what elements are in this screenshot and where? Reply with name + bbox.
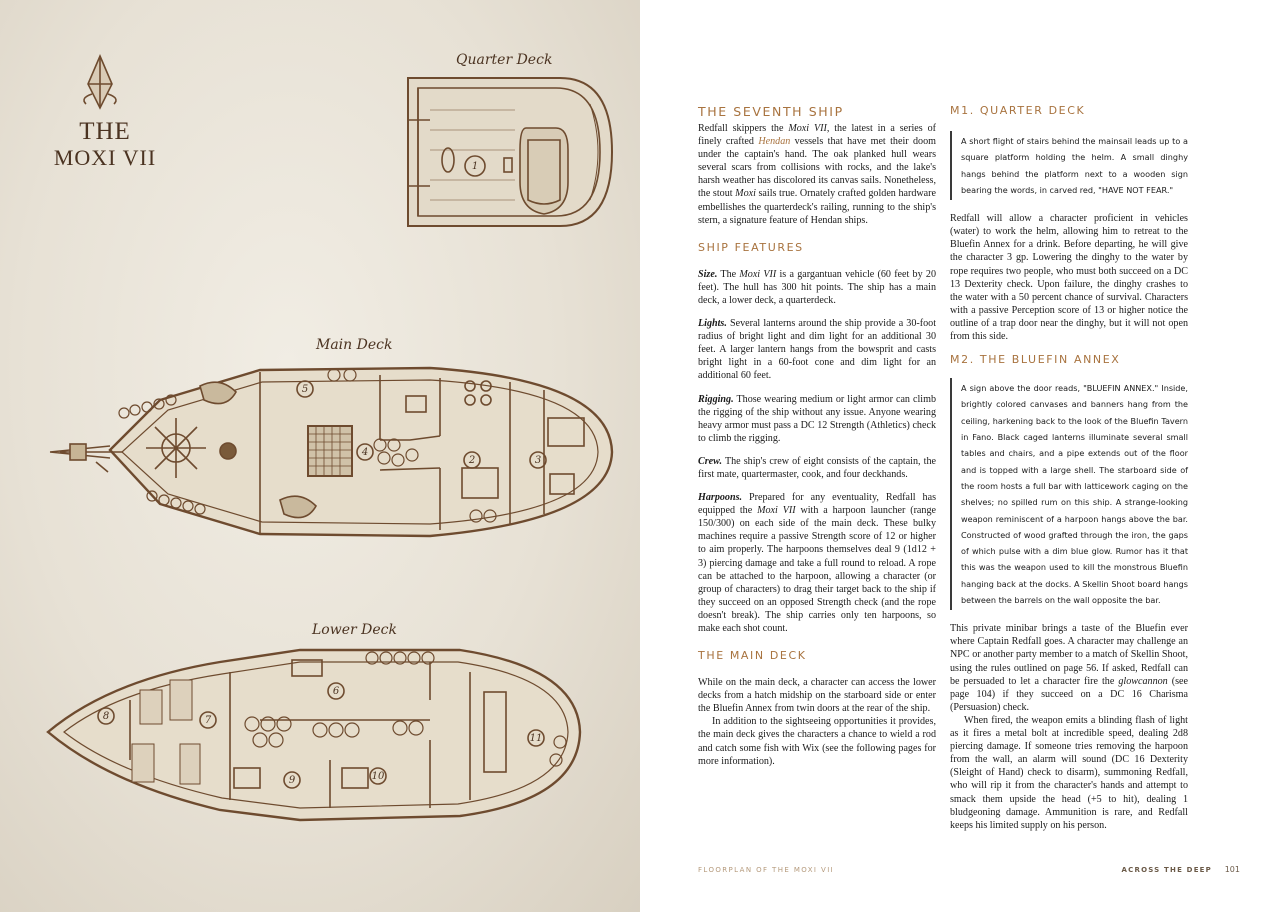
main-deck-paragraph-2: In addition to the sightseeing opportunities it provides, the main deck gives the characters a chance to wield a rod and catch some fish with Wix (see the following pages for more information). xyxy=(698,716,936,767)
crew-paragraph: Crew. The ship's crew of eight consists of the captain, the first mate, quartermaster, cook, and four deckhands. xyxy=(698,455,936,480)
lower-deck-drawing xyxy=(48,650,580,820)
compass-emblem-icon xyxy=(84,56,116,108)
room-number-7: 7 xyxy=(204,715,212,726)
room-number-10: 10 xyxy=(371,771,385,782)
section-heading-m2: M2. THE BLUEFIN ANNEX xyxy=(950,353,1121,367)
seventh-ship-paragraph: Redfall skippers the Moxi VII, the latest in a series of finely crafted Hendan vessels that have met their doom under the captain's hand. The oak planked hull wears several scars from collisions with rocks, and the lake's harsh weather has discolored its canvas sails. Nonetheless, the stout Moxi sails true. Ornately crafted golden hardware embellishes the quarterdeck's railing, running to the ship's stern, a signature feature of Hendan ships. xyxy=(698,123,936,226)
m1-boxed-text: A short flight of stairs behind the mainsail leads up to a square platform holding the helm. A small dinghy hangs behind the platform next to a wooden sign bearing the words, in carved red, "HAVE NOT FEAR." xyxy=(961,136,1188,195)
room-number-5: 5 xyxy=(301,384,309,395)
room-number-1: 1 xyxy=(471,161,479,172)
section-heading-seventh-ship: THE SEVENTH SHIP xyxy=(698,104,844,119)
quarter-deck-drawing xyxy=(408,78,612,226)
section-heading-ship-features: SHIP FEATURES xyxy=(698,240,804,254)
map-title-line2: MOXI VII xyxy=(53,145,157,170)
m1-read-aloud-box xyxy=(950,131,1188,200)
text-page xyxy=(640,0,1280,912)
lights-paragraph: Lights. Several lanterns around the ship provide a 30-foot radius of bright light and dim light for an additional 30 feet. A larger lantern hangs from the bowsprit and casts bright light in a 60-foot cone and dim light for an additional 60 feet. xyxy=(698,318,936,382)
m2-boxed-text: A sign above the door reads, "BLUEFIN ANNEX." Inside, brightly colored canvases and banners hang from the ceiling, harkening back to the look of the Bluefin Tavern in Fano. Black caged lanterns illuminate several small tables and chairs, and a pipe extends out of the floor and is topped with a large shell. The starboard side of the room hosts a full bar with latticework caging on the shelves; no spilled rum on this ship. A strange-looking weapon reminiscent of a harpoon hangs above the bar. Constructed of wood grafted through the iron, the gaps of which pulse with a dim blue glow. Rumor has it that this was the weapon used to kill the monstrous Bluefin hanging back at the docks. A Skellin Shoot board hangs between the barrels on the wall opposite the bar. xyxy=(961,383,1188,605)
m1-paragraph: Redfall will allow a character proficient in vehicles (water) to work the helm, allowing him to retreat to the Bluefin Annex for a drink. Before departing, he will give the character 3 gp. Lowering the dinghy to the water by rope requires two people, who must both succeed on a DC 13 Dexterity check. Upon failure, the dinghy crashes to the water with a 50 percent chance of survival. Characters with a passive Perception score of 13 or higher notice the outline of a trap door near the dinghy, but it will not open from this side. xyxy=(950,213,1188,343)
hendan-link[interactable]: Hendan xyxy=(758,136,791,148)
size-paragraph: Size. The Moxi VII is a gargantuan vehicle (60 feet by 20 feet). The hull has 300 hit points. The ship has a main deck, a lower deck, a quarterdeck. xyxy=(698,268,936,306)
footer-book-title: ACROSS THE DEEP xyxy=(1121,866,1212,874)
main-deck-drawing xyxy=(50,368,612,536)
section-heading-main-deck: THE MAIN DECK xyxy=(698,649,807,663)
harpoons-paragraph: Harpoons. Prepared for any eventuality, Redfall has equipped the Moxi VII with a harpoon launcher (range 150/300) on each side of the main deck. These bulky machines require a passive Strength score of 12 or higher to aim properly. The harpoons themselves deal 9 (1d12 + 3) piercing damage and take a full round to reload. A rope can be attached to the harpoon, allowing a character (or group of characters) to drag their target back to the ship if they succeed on an opposed Strength check (and the rope doesn't break). The ship carries only ten harpoons, so make each shot count. xyxy=(698,492,936,634)
room-number-6: 6 xyxy=(332,686,340,697)
main-deck-label: Main Deck xyxy=(316,337,393,353)
main-deck-paragraph-1: While on the main deck, a character can access the lower decks from a hatch midship on the starboard side or enter the Bluefin Annex from twin doors at the rear of the ship. xyxy=(698,677,936,715)
lower-deck-label: Lower Deck xyxy=(312,622,397,638)
room-number-9: 9 xyxy=(288,775,296,786)
text-column-left xyxy=(698,104,936,778)
footer-chapter-label: FLOORPLAN OF THE MOXI VII xyxy=(698,866,835,874)
m2-read-aloud-box xyxy=(950,378,1188,610)
page-number: 101 xyxy=(1224,865,1240,874)
room-number-3: 3 xyxy=(534,455,542,466)
text-column-right xyxy=(950,104,1188,842)
quarter-deck-label: Quarter Deck xyxy=(456,52,553,68)
m2-paragraph-1: This private minibar brings a taste of the Bluefin ever where Captain Redfall goes. A character may challenge an NPC or another party member to a match of Skellin Shoot, using the rules outlined on page 56. If asked, Redfall can be persuaded to let a character fire the glowcannon (see page 104) if they succeed on a DC 16 Charisma (Persuasion) check. xyxy=(950,623,1188,713)
room-number-4: 4 xyxy=(361,447,369,458)
section-heading-m1: M1. QUARTER DECK xyxy=(950,104,1086,117)
room-number-2: 2 xyxy=(468,455,476,466)
m2-paragraph-2: When fired, the weapon emits a blinding flash of light as it fires a metal bolt at incredible speed, dealing 2d8 piercing damage. If someone tries removing the harpoon from the wall, an alarm will sound (DC 16 Dexterity (Sleight of Hand) check to disarm), summoning Redfall, who will rip it from the character's hands and attempt to smack them upside the head (+5 to hit), dealing 1 bludgeoning damage. Ammunition is rare, and Redfall keeps his limited supply on his person. xyxy=(950,714,1188,831)
rigging-paragraph: Rigging. Those wearing medium or light armor can climb the rigging of the ship without any issue. Anyone wearing heavy armor must pass a DC 12 Strength (Athletics) check to climb the rigging. xyxy=(698,393,936,444)
room-number-8: 8 xyxy=(102,711,110,722)
map-title-line1: THE xyxy=(79,118,131,145)
room-number-11: 11 xyxy=(529,733,543,744)
